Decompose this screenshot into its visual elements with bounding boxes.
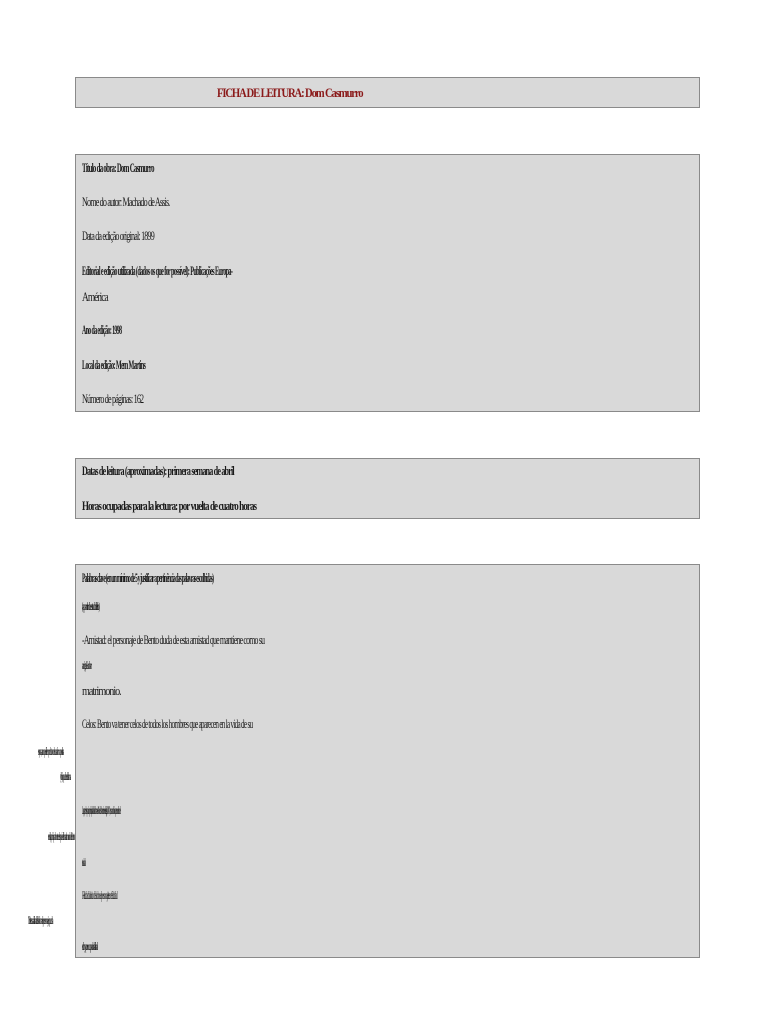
- keyword-lugar: Lugar: el espacio principal de la obra es Rio de Janeiro en el siglo XIX, en cambio que medio de: [82, 803, 121, 817]
- publisher-field: Editorial e edição utilizada (dados os que for possível): Publicações Europa-: [82, 263, 233, 278]
- book-title-field: Título da obra: Dom Casmurro: [82, 160, 154, 175]
- keyword-tristeza: Tristeza: al final de la obra el personaje queda: [28, 913, 53, 927]
- edition-place-field: Local da edição: Mem Martins: [82, 357, 146, 372]
- keyword-amistad-end: matrimonio.: [82, 683, 121, 698]
- reading-hours-field: Horas ocupadas para la lectura: por vuelta de cuatro horas: [82, 498, 257, 513]
- keyword-lugar-cont: en ella, principalmente después del matrimonio de Bento: [48, 829, 75, 843]
- page-count-field: Número de páginas: 162: [82, 391, 144, 406]
- title-box: [75, 77, 700, 108]
- keyword-felicidad: Felicidad: al inicio de la obra el personaje tiene felicidad: [82, 888, 117, 902]
- edition-date-field: Data da edição original: 1899: [82, 228, 154, 243]
- reading-info-box: [75, 458, 700, 519]
- keyword-celos-cont: esposa, aunque él siempre la tuvo de una forma positiva: [38, 744, 64, 758]
- keyword-amistad: -Amistad: el personaje de Bento duda de esta amistad que mantiene como su: [82, 632, 265, 647]
- keyword-amistad-cont: amigo Escobar: [82, 658, 92, 672]
- keywords-heading-cont: (a partir de estudo feito): [82, 599, 100, 613]
- publisher-field-cont: América: [82, 289, 108, 304]
- edition-year-field: Ano da edição: 1998: [82, 322, 122, 337]
- keyword-lugar-end: esta ciudad: [82, 855, 86, 869]
- keywords-box: [28, 564, 700, 958]
- author-field: Nome do autor: Machado de Assis.: [82, 194, 170, 209]
- keyword-tristeza-cont: solo y preocupado al final: [82, 939, 98, 953]
- page-title: FICHA DE LEITURA: Dom Casmurro: [217, 85, 363, 100]
- keyword-celos: Celos: Bento va tener celos de todos los hombres que aparecen en la vida de su: [82, 716, 253, 731]
- keyword-celos-end: y hijo que fue el alma: [60, 769, 71, 783]
- reading-dates-field: Datas de leitura (aproximadas): primera semana de abril: [82, 463, 234, 478]
- book-info-box: [75, 154, 700, 412]
- keywords-heading: Palabras clave (en un mínimo de 5 y justificar a pertinência das palavras escolhidas): [82, 570, 214, 585]
